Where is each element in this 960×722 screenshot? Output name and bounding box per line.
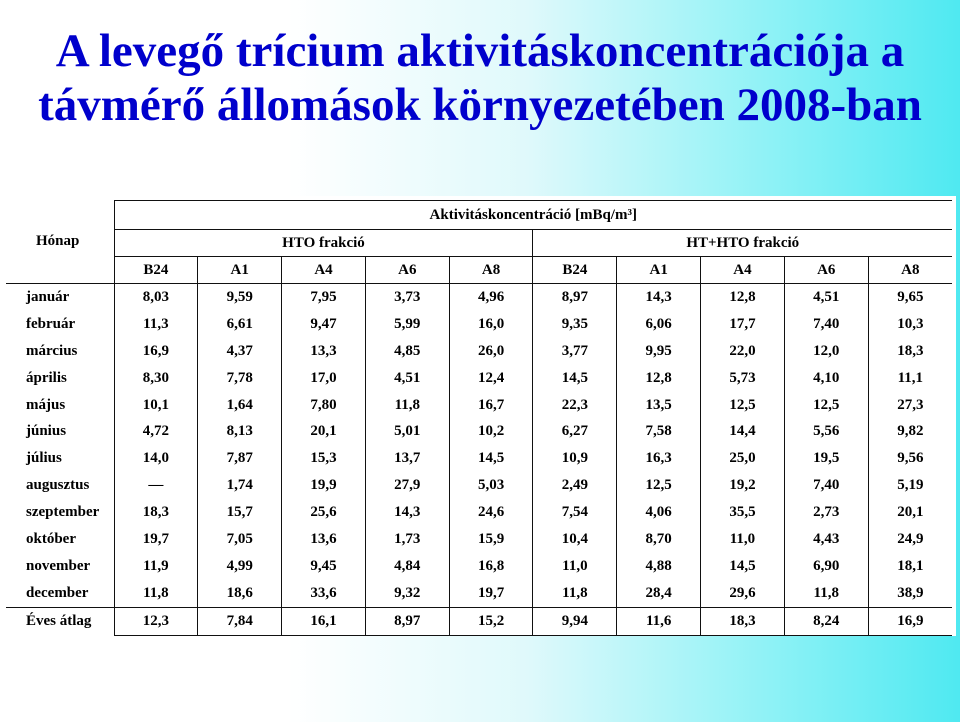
value-cell: 6,90	[784, 553, 868, 580]
value-cell: 4,51	[784, 284, 868, 311]
table-row	[6, 338, 952, 365]
table-row	[6, 392, 952, 419]
value-cell: 18,1	[868, 553, 952, 580]
value-cell: 10,2	[449, 418, 533, 445]
value-cell: 13,7	[365, 445, 449, 472]
value-cell: 7,84	[198, 607, 282, 635]
table-row	[6, 499, 952, 526]
value-cell: 22,0	[701, 338, 785, 365]
value-cell: 14,5	[701, 553, 785, 580]
value-cell: 10,1	[114, 392, 198, 419]
value-cell: 20,1	[868, 499, 952, 526]
month-cell: június	[26, 423, 67, 440]
value-cell: 4,99	[198, 553, 282, 580]
value-cell: 9,35	[533, 311, 617, 338]
column-header: A4	[701, 257, 785, 284]
table-row	[6, 284, 952, 311]
value-cell: 4,88	[617, 553, 701, 580]
value-cell: 5,19	[868, 472, 952, 499]
value-cell: 14,4	[701, 418, 785, 445]
month-cell: december	[26, 584, 89, 601]
value-cell: 4,96	[449, 284, 533, 311]
value-cell: 5,99	[365, 311, 449, 338]
value-cell: 14,5	[449, 445, 533, 472]
value-cell: 29,6	[701, 580, 785, 607]
value-cell: 9,82	[868, 418, 952, 445]
value-cell: 12,8	[617, 365, 701, 392]
value-cell: 4,85	[365, 338, 449, 365]
value-cell: 12,3	[114, 607, 198, 635]
value-cell: 12,5	[701, 392, 785, 419]
value-cell: 11,9	[114, 553, 198, 580]
column-header: A8	[449, 257, 533, 284]
value-cell: 9,94	[533, 607, 617, 635]
value-cell: 5,03	[449, 472, 533, 499]
slide-bottom-band	[0, 636, 960, 722]
value-cell: 11,0	[701, 526, 785, 553]
value-cell: 7,05	[198, 526, 282, 553]
data-table-container	[2, 196, 956, 636]
main-header: Aktivitáskoncentráció [mBq/m³]	[114, 201, 952, 230]
value-cell: 8,97	[365, 607, 449, 635]
value-cell: 20,1	[282, 418, 366, 445]
value-cell: 26,0	[449, 338, 533, 365]
month-cell: február	[26, 315, 76, 332]
value-cell: 19,7	[114, 526, 198, 553]
month-header: Hónap	[6, 201, 114, 284]
value-cell: 11,8	[114, 580, 198, 607]
annual-average-row	[6, 607, 952, 635]
title-line-1: A levegő trícium aktivitáskoncentrációja a	[55, 25, 905, 77]
value-cell: 16,1	[282, 607, 366, 635]
value-cell: 12,8	[701, 284, 785, 311]
value-cell: 6,27	[533, 418, 617, 445]
value-cell: 9,59	[198, 284, 282, 311]
table-row	[6, 311, 952, 338]
value-cell: 7,87	[198, 445, 282, 472]
value-cell: 9,65	[868, 284, 952, 311]
value-cell: 11,8	[365, 392, 449, 419]
value-cell: 1,73	[365, 526, 449, 553]
value-cell: 15,3	[282, 445, 366, 472]
value-cell: 6,61	[198, 311, 282, 338]
value-cell: 15,7	[198, 499, 282, 526]
value-cell: 10,9	[533, 445, 617, 472]
value-cell: 3,73	[365, 284, 449, 311]
value-cell: 3,77	[533, 338, 617, 365]
value-cell: 4,06	[617, 499, 701, 526]
value-cell: 6,06	[617, 311, 701, 338]
value-cell: 38,9	[868, 580, 952, 607]
value-cell: 8,24	[784, 607, 868, 635]
value-cell: 10,3	[868, 311, 952, 338]
value-cell: 25,0	[701, 445, 785, 472]
value-cell: 4,37	[198, 338, 282, 365]
value-cell: 12,5	[617, 472, 701, 499]
value-cell: 11,8	[784, 580, 868, 607]
column-header: B24	[533, 257, 617, 284]
value-cell: 7,78	[198, 365, 282, 392]
value-cell: 14,0	[114, 445, 198, 472]
value-cell: 7,54	[533, 499, 617, 526]
column-header: A1	[198, 257, 282, 284]
month-cell: november	[26, 557, 91, 574]
value-cell: 11,3	[114, 311, 198, 338]
value-cell: 7,40	[784, 472, 868, 499]
value-cell: 16,8	[449, 553, 533, 580]
value-cell: 8,30	[114, 365, 198, 392]
value-cell: 4,51	[365, 365, 449, 392]
value-cell: 12,5	[784, 392, 868, 419]
value-cell: 19,2	[701, 472, 785, 499]
value-cell: 11,1	[868, 365, 952, 392]
value-cell: 24,9	[868, 526, 952, 553]
month-cell: március	[26, 342, 78, 359]
month-cell: július	[26, 450, 62, 467]
table-row	[6, 418, 952, 445]
value-cell: 2,73	[784, 499, 868, 526]
value-cell: 16,3	[617, 445, 701, 472]
value-cell: 4,84	[365, 553, 449, 580]
value-cell: 28,4	[617, 580, 701, 607]
month-cell: április	[26, 369, 67, 386]
value-cell: 9,47	[282, 311, 366, 338]
value-cell: 8,70	[617, 526, 701, 553]
value-cell: 5,73	[701, 365, 785, 392]
value-cell: 27,9	[365, 472, 449, 499]
value-cell: 2,49	[533, 472, 617, 499]
value-cell: 19,9	[282, 472, 366, 499]
value-cell: 15,2	[449, 607, 533, 635]
value-cell: 18,3	[114, 499, 198, 526]
value-cell: 1,64	[198, 392, 282, 419]
value-cell: 5,56	[784, 418, 868, 445]
value-cell: 16,7	[449, 392, 533, 419]
value-cell: —	[114, 472, 198, 499]
value-cell: 18,6	[198, 580, 282, 607]
value-cell: 18,3	[701, 607, 785, 635]
value-cell: 19,5	[784, 445, 868, 472]
value-cell: 9,32	[365, 580, 449, 607]
month-cell: május	[26, 396, 66, 413]
value-cell: 12,0	[784, 338, 868, 365]
value-cell: 24,6	[449, 499, 533, 526]
group-header-ht-hto: HT+HTO frakció	[533, 230, 952, 257]
table-row	[6, 472, 952, 499]
value-cell: 16,9	[868, 607, 952, 635]
value-cell: 17,7	[701, 311, 785, 338]
value-cell: 11,8	[533, 580, 617, 607]
value-cell: 35,5	[701, 499, 785, 526]
value-cell: 25,6	[282, 499, 366, 526]
slide-title	[0, 24, 960, 132]
table-row	[6, 526, 952, 553]
value-cell: 4,43	[784, 526, 868, 553]
value-cell: 9,56	[868, 445, 952, 472]
value-cell: 16,9	[114, 338, 198, 365]
column-header: A1	[617, 257, 701, 284]
value-cell: 11,0	[533, 553, 617, 580]
column-header: A6	[784, 257, 868, 284]
value-cell: 4,10	[784, 365, 868, 392]
value-cell: 13,5	[617, 392, 701, 419]
value-cell: 8,03	[114, 284, 198, 311]
value-cell: 13,6	[282, 526, 366, 553]
value-cell: 1,74	[198, 472, 282, 499]
value-cell: 7,58	[617, 418, 701, 445]
value-cell: 10,4	[533, 526, 617, 553]
month-cell: október	[26, 530, 76, 547]
month-cell: augusztus	[26, 477, 90, 494]
value-cell: 14,5	[533, 365, 617, 392]
value-cell: 13,3	[282, 338, 366, 365]
tritium-table	[6, 200, 952, 636]
value-cell: 8,97	[533, 284, 617, 311]
value-cell: 4,72	[114, 418, 198, 445]
table-row	[6, 553, 952, 580]
column-header: A8	[868, 257, 952, 284]
title-line-2: távmérő állomások környezetében 2008-ban	[38, 79, 922, 131]
value-cell: 33,6	[282, 580, 366, 607]
value-cell: 11,6	[617, 607, 701, 635]
value-cell: 8,13	[198, 418, 282, 445]
value-cell: 12,4	[449, 365, 533, 392]
value-cell: 16,0	[449, 311, 533, 338]
value-cell: 19,7	[449, 580, 533, 607]
value-cell: 7,80	[282, 392, 366, 419]
table-row	[6, 580, 952, 607]
value-cell: 18,3	[868, 338, 952, 365]
value-cell: 7,40	[784, 311, 868, 338]
value-cell: 14,3	[617, 284, 701, 311]
value-cell: 22,3	[533, 392, 617, 419]
table-row	[6, 445, 952, 472]
month-cell: január	[26, 288, 70, 305]
month-cell: Éves átlag	[6, 607, 114, 635]
group-header-hto: HTO frakció	[114, 230, 533, 257]
month-cell: szeptember	[26, 504, 100, 521]
column-header: A6	[365, 257, 449, 284]
value-cell: 5,01	[365, 418, 449, 445]
value-cell: 7,95	[282, 284, 366, 311]
value-cell: 15,9	[449, 526, 533, 553]
column-header: B24	[114, 257, 198, 284]
value-cell: 9,95	[617, 338, 701, 365]
table-row	[6, 365, 952, 392]
value-cell: 9,45	[282, 553, 366, 580]
column-header: A4	[282, 257, 366, 284]
value-cell: 17,0	[282, 365, 366, 392]
value-cell: 14,3	[365, 499, 449, 526]
value-cell: 27,3	[868, 392, 952, 419]
